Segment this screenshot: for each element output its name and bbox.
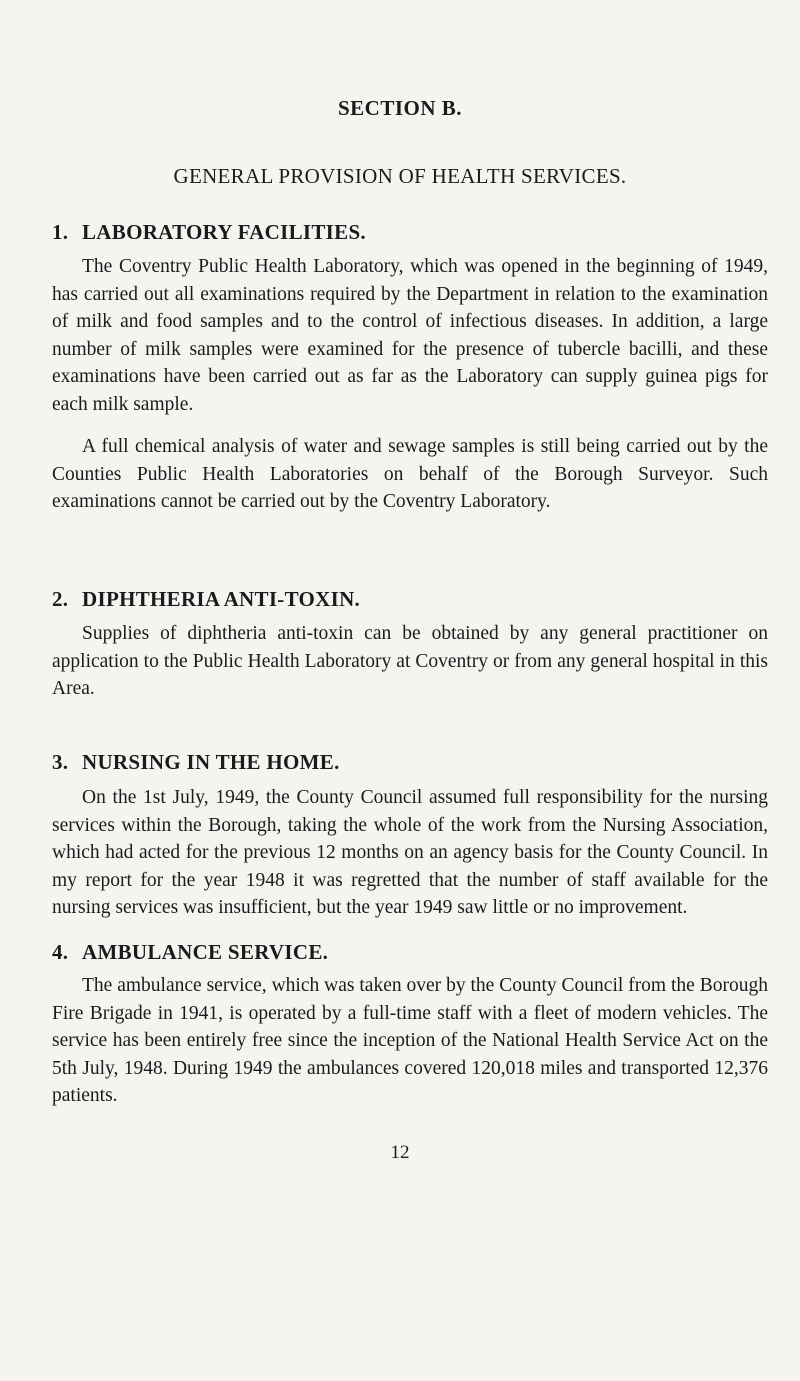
section-heading-text: LABORATORY FACILITIES. bbox=[82, 220, 366, 244]
paragraph-diphtheria: Supplies of diphtheria anti-toxin can be obtained by any general practitioner on application to the Public Health Laboratory at Coventry or from any general hospital in this Area. bbox=[52, 623, 768, 700]
section-number: 4. bbox=[52, 940, 69, 964]
section-number: 2. bbox=[52, 587, 69, 611]
section-heading-nursing-in-the-home bbox=[52, 750, 340, 775]
paragraph-laboratory-2: A full chemical analysis of water and sewage samples is still being carried out by the Counties Public Health Laboratories on behalf of the Borough Surveyor. Such examinations cannot be carried out by the Coventry Laboratory. bbox=[52, 436, 768, 513]
section-number: 3. bbox=[52, 750, 69, 774]
section-heading-text: DIPHTHERIA ANTI-TOXIN. bbox=[82, 587, 361, 611]
paragraph-laboratory-1: The Coventry Public Health Laboratory, which was opened in the beginning of 1949, has carried out all examinations required by the Department in relation to the examination of milk and food samples and to the control of infectious diseases. In addition, a large number of milk samples were examined for the presence of tubercle bacilli, and these examinations have been carried out as far as the Laboratory can supply guinea pigs for each milk sample. bbox=[52, 256, 768, 415]
section-heading-text: AMBULANCE SERVICE. bbox=[82, 940, 329, 964]
page-title: GENERAL PROVISION OF HEALTH SERVICES. bbox=[173, 164, 627, 188]
section-heading-diphtheria-anti-toxin bbox=[52, 587, 360, 612]
paragraph-ambulance: The ambulance service, which was taken over by the County Council from the Borough Fire Brigade in 1941, is operated by a full-time staff with a fleet of modern vehicles. The service has been entirely free since the inception of the National Health Service Act on the 5th July, 1948. During 1949 the ambulances covered 120,018 miles and transported 12,376 patients. bbox=[52, 975, 768, 1107]
section-heading-laboratory-facilities bbox=[52, 220, 366, 245]
section-heading-ambulance-service bbox=[52, 940, 328, 965]
paragraph-nursing: On the 1st July, 1949, the County Council assumed full responsibility for the nursing services within the Borough, taking the whole of the work from the Nursing Association, which had acted for the previous 12 months on an agency basis for the County Council. In my report for the year 1948 it was regretted that the number of staff available for the nursing services was insufficient, but the year 1949 saw little or no improvement. bbox=[52, 787, 768, 919]
section-heading-text: NURSING IN THE HOME. bbox=[82, 750, 340, 774]
section-title: SECTION B. bbox=[337, 96, 463, 120]
section-number: 1. bbox=[52, 220, 69, 244]
page-number: 12 bbox=[390, 1142, 410, 1163]
